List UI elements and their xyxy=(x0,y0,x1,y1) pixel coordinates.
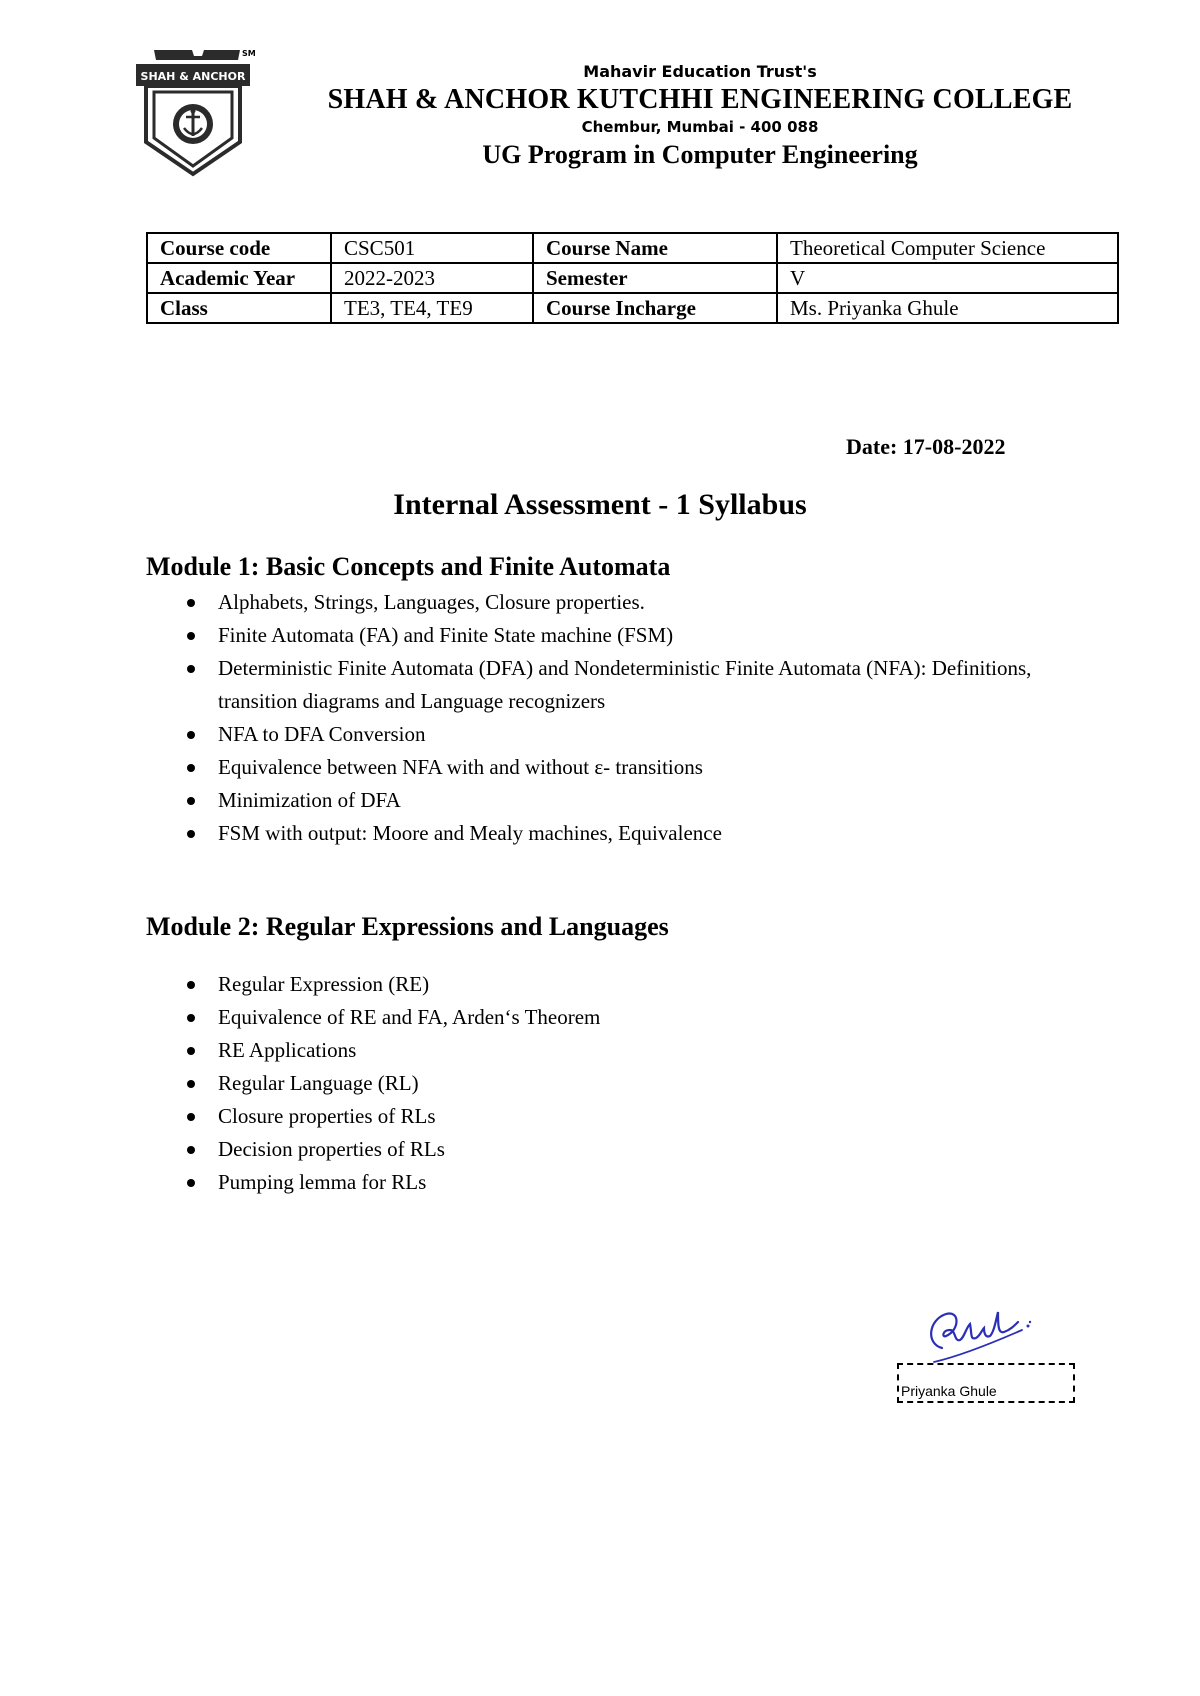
course-code-value: CSC501 xyxy=(331,233,533,263)
list-item: Minimization of DFA xyxy=(146,784,1096,817)
trust-name: Mahavir Education Trust's xyxy=(583,62,817,81)
module-2-title: Module 2: Regular Expressions and Languages xyxy=(146,912,669,941)
course-name-value: Theoretical Computer Science xyxy=(777,233,1118,263)
table-row xyxy=(147,263,1118,293)
list-item: Equivalence of RE and FA, Arden‘s Theorem xyxy=(146,1001,1096,1034)
list-item: RE Applications xyxy=(146,1034,1096,1067)
list-item: Equivalence between NFA with and without ε- transitions xyxy=(146,751,1096,784)
module-2-topic-list xyxy=(146,968,1096,1199)
academic-year-value: 2022-2023 xyxy=(331,263,533,293)
class-value: TE3, TE4, TE9 xyxy=(331,293,533,323)
document-date: Date: 17-08-2022 xyxy=(846,434,1006,459)
table-row xyxy=(147,293,1118,323)
academic-year-label: Academic Year xyxy=(147,263,331,293)
course-code-label: Course code xyxy=(147,233,331,263)
program-name: UG Program in Computer Engineering xyxy=(482,140,918,169)
signatory-name: Priyanka Ghule xyxy=(901,1383,997,1399)
list-item: Closure properties of RLs xyxy=(146,1100,1096,1133)
module-1-title: Module 1: Basic Concepts and Finite Automata xyxy=(146,552,671,581)
list-item: Decision properties of RLs xyxy=(146,1133,1096,1166)
college-address: Chembur, Mumbai - 400 088 xyxy=(581,118,819,136)
semester-value: V xyxy=(777,263,1118,293)
list-item: Pumping lemma for RLs xyxy=(146,1166,1096,1199)
list-item: Regular Language (RL) xyxy=(146,1067,1096,1100)
svg-text:SM: SM xyxy=(242,49,256,58)
college-logo xyxy=(132,46,262,178)
college-name: SHAH & ANCHOR KUTCHHI ENGINEERING COLLEGE xyxy=(327,84,1073,115)
course-incharge-label: Course Incharge xyxy=(533,293,777,323)
course-info-table xyxy=(146,232,1119,324)
list-item: FSM with output: Moore and Mealy machines, Equivalence xyxy=(146,817,1096,850)
svg-text:SHAH & ANCHOR: SHAH & ANCHOR xyxy=(140,70,246,83)
module-1-topic-list xyxy=(146,586,1096,850)
course-name-label: Course Name xyxy=(533,233,777,263)
semester-label: Semester xyxy=(533,263,777,293)
course-incharge-value: Ms. Priyanka Ghule xyxy=(777,293,1118,323)
list-item: Alphabets, Strings, Languages, Closure properties. xyxy=(146,586,1096,619)
list-item: NFA to DFA Conversion xyxy=(146,718,1096,751)
list-item: Deterministic Finite Automata (DFA) and Nondeterministic Finite Automata (NFA): Definitions, transition diagrams and Language recognizers xyxy=(146,652,1096,718)
list-item: Regular Expression (RE) xyxy=(146,968,1096,1001)
list-item: Finite Automata (FA) and Finite State machine (FSM) xyxy=(146,619,1096,652)
document-title: Internal Assessment - 1 Syllabus xyxy=(393,488,807,521)
signature-scribble xyxy=(920,1300,1035,1370)
signature-box xyxy=(897,1363,1075,1403)
class-label: Class xyxy=(147,293,331,323)
table-row xyxy=(147,233,1118,263)
